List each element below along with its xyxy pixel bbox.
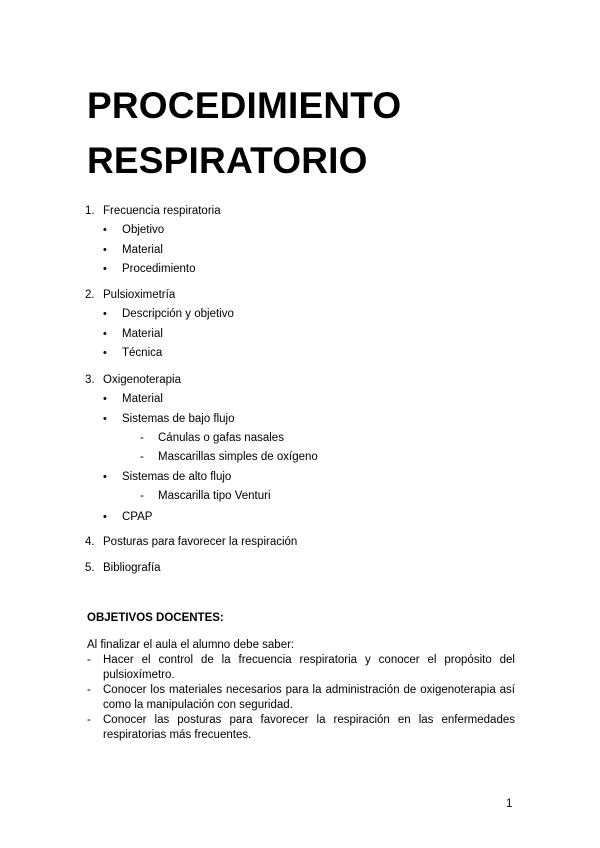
item-label: CPAP bbox=[122, 511, 153, 523]
dash: - bbox=[87, 714, 91, 726]
dash: - bbox=[87, 684, 91, 696]
item-label: Material bbox=[122, 393, 163, 405]
bullet: • bbox=[103, 263, 107, 275]
section-number: 4. bbox=[85, 536, 95, 548]
objectives-heading: OBJETIVOS DOCENTES: bbox=[87, 612, 224, 624]
section-label: Pulsioximetría bbox=[103, 289, 176, 301]
section-number: 5. bbox=[85, 562, 95, 574]
section-number: 3. bbox=[85, 374, 95, 386]
subitem-label: Mascarilla tipo Venturi bbox=[158, 490, 271, 502]
objective-item bbox=[87, 713, 515, 743]
objective-item bbox=[87, 653, 515, 683]
objective-text: Hacer el control de la frecuencia respiratoria y conocer el propósito del pulsioxímetro. bbox=[103, 654, 515, 681]
section-label: Oxigenoterapia bbox=[103, 374, 181, 386]
dash: - bbox=[140, 432, 144, 444]
page-title bbox=[87, 78, 527, 188]
section-label: Frecuencia respiratoria bbox=[103, 205, 221, 217]
objective-text: Conocer las posturas para favorecer la respiración en las enfermedades respiratorias más frecuentes. bbox=[103, 714, 515, 741]
section-number: 2. bbox=[85, 289, 95, 301]
item-label: Técnica bbox=[122, 347, 163, 359]
item-label: Material bbox=[122, 328, 163, 340]
item-label: Descripción y objetivo bbox=[122, 308, 234, 320]
bullet: • bbox=[103, 393, 107, 405]
bullet: • bbox=[103, 511, 107, 523]
bullet: • bbox=[103, 308, 107, 320]
section-label: Bibliografía bbox=[103, 562, 161, 574]
bullet: • bbox=[103, 224, 107, 236]
bullet: • bbox=[103, 244, 107, 256]
item-label: Procedimiento bbox=[122, 263, 196, 275]
bullet: • bbox=[103, 413, 107, 425]
item-label: Material bbox=[122, 244, 163, 256]
section-number: 1. bbox=[85, 205, 95, 217]
subitem-label: Mascarillas simples de oxígeno bbox=[158, 451, 318, 463]
dash: - bbox=[140, 490, 144, 502]
objectives-intro: Al finalizar el aula el alumno debe saber: bbox=[87, 639, 295, 651]
objectives-list bbox=[87, 653, 515, 743]
section-label: Posturas para favorecer la respiración bbox=[103, 536, 298, 548]
bullet: • bbox=[103, 471, 107, 483]
objective-text: Conocer los materiales necesarios para la administración de oxigenoterapia así como la manipulación con seguridad. bbox=[103, 684, 515, 711]
title-line-1: PROCEDIMIENTO bbox=[87, 85, 402, 126]
bullet: • bbox=[103, 328, 107, 340]
title-line-2: RESPIRATORIO bbox=[87, 140, 368, 181]
dash: - bbox=[140, 451, 144, 463]
objective-item bbox=[87, 683, 515, 713]
item-label: Objetivo bbox=[122, 224, 165, 236]
page-number: 1 bbox=[506, 798, 513, 810]
item-label: Sistemas de bajo flujo bbox=[122, 413, 235, 425]
item-label: Sistemas de alto flujo bbox=[122, 471, 232, 483]
subitem-label: Cánulas o gafas nasales bbox=[158, 432, 284, 444]
bullet: • bbox=[103, 347, 107, 359]
dash: - bbox=[87, 654, 91, 666]
